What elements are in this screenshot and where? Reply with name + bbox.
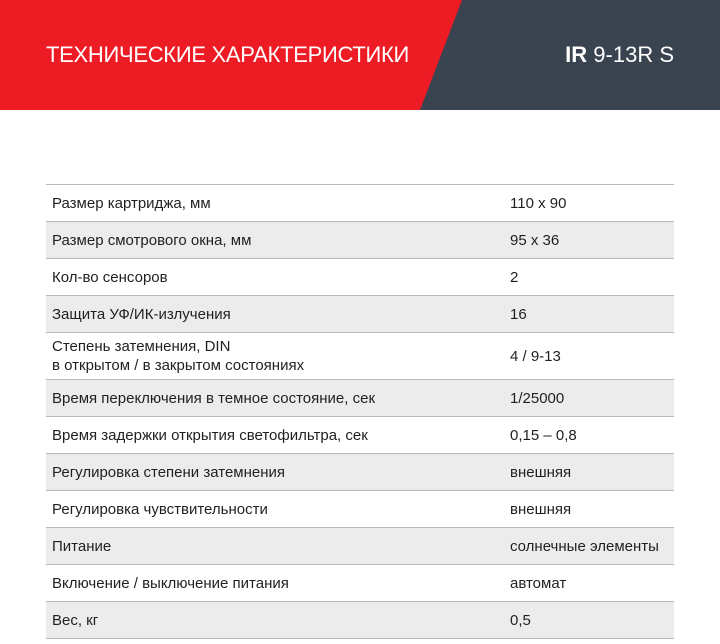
param-name-line-1: Степень затемнения, DIN — [52, 338, 231, 355]
param-name: Время переключения в темное состояние, сек — [52, 389, 376, 407]
spec-table — [46, 184, 674, 639]
param-name: Время задержки открытия светофильтра, сек — [52, 426, 368, 444]
param-name: Включение / выключение питания — [52, 574, 289, 592]
table-row — [46, 565, 674, 602]
model-prefix: IR — [565, 42, 588, 67]
param-value: 1/25000 — [510, 389, 565, 407]
table-row — [46, 528, 674, 565]
param-name-line-2: в открытом / в закрытом состояниях — [52, 357, 305, 374]
table-row — [46, 296, 674, 333]
table-row — [46, 454, 674, 491]
param-value: автомат — [510, 574, 567, 592]
model-suffix: 9-13R S — [593, 42, 674, 67]
param-name: Размер картриджа, мм — [52, 194, 211, 212]
table-row — [46, 417, 674, 454]
param-value: 16 — [510, 305, 527, 323]
param-name: Регулировка степени затемнения — [52, 463, 286, 481]
table-row — [46, 222, 674, 259]
table-row — [46, 602, 674, 639]
page-title: ТЕХНИЧЕСКИЕ ХАРАКТЕРИСТИКИ — [46, 42, 409, 67]
model-name — [565, 40, 674, 70]
param-name: Кол-во сенсоров — [52, 268, 168, 286]
table-row — [46, 185, 674, 222]
param-name: Питание — [52, 537, 112, 555]
param-value: 2 — [510, 268, 519, 286]
param-name: Вес, кг — [52, 611, 99, 629]
param-value: внешняя — [510, 463, 572, 481]
param-value: 4 / 9-13 — [510, 347, 561, 365]
param-value: внешняя — [510, 500, 572, 518]
param-value: солнечные элементы — [510, 537, 659, 555]
table-row — [46, 259, 674, 296]
param-value: 0,15 – 0,8 — [510, 426, 577, 444]
param-value: 95 x 36 — [510, 231, 560, 249]
param-name — [46, 337, 503, 375]
param-name: Размер смотрового окна, мм — [52, 231, 252, 249]
param-name: Регулировка чувствительности — [52, 500, 268, 518]
table-row — [46, 380, 674, 417]
param-value: 0,5 — [510, 611, 531, 629]
table-row — [46, 491, 674, 528]
param-name: Защита УФ/ИК-излучения — [52, 305, 231, 323]
table-row — [46, 333, 674, 380]
header-banner — [0, 0, 720, 110]
param-value: 110 x 90 — [510, 194, 567, 212]
